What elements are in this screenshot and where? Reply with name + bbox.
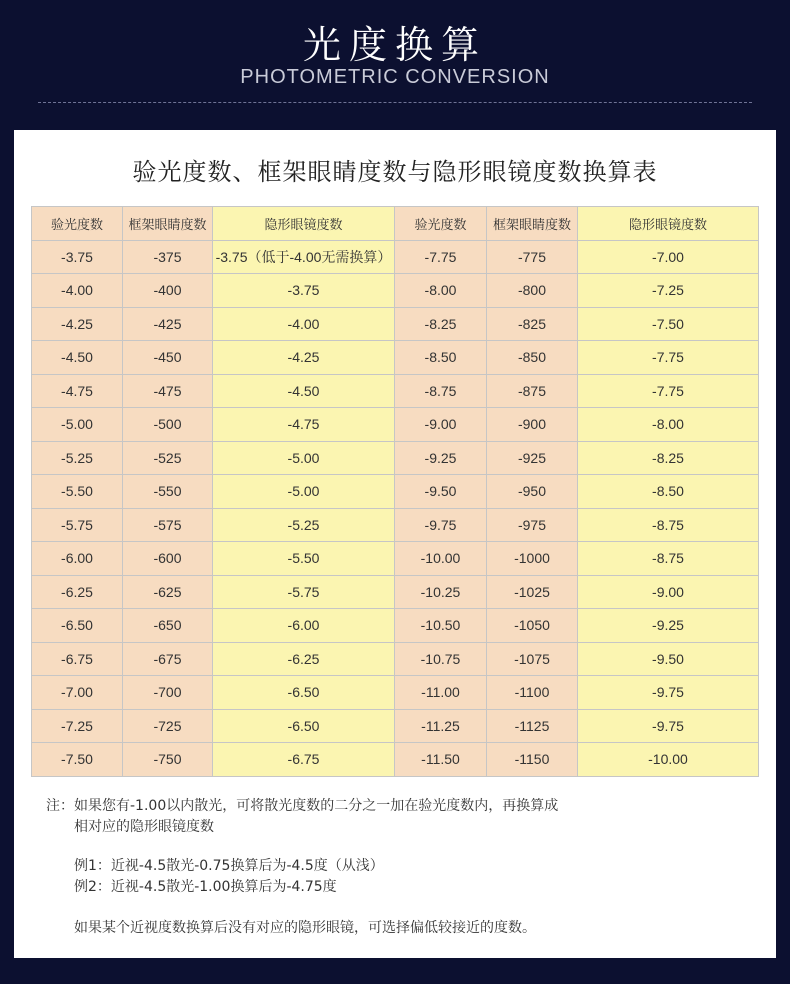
cell-refraction: -5.25 bbox=[32, 441, 123, 475]
note-line: 注：如果您有-1.00以内散光，可将散光度数的二分之一加在验光度数内，再换算成 bbox=[46, 798, 559, 814]
cell-frame: -700 bbox=[123, 676, 213, 710]
cell-contact: -4.25 bbox=[213, 341, 395, 375]
cell-refraction: -7.50 bbox=[32, 743, 123, 777]
cell-contact: -7.50 bbox=[578, 307, 759, 341]
cell-refraction: -10.75 bbox=[395, 642, 487, 676]
table-row bbox=[32, 240, 759, 274]
header-frame: 框架眼睛度数 bbox=[123, 207, 213, 241]
cell-contact: -9.50 bbox=[578, 642, 759, 676]
cell-contact: -8.25 bbox=[578, 441, 759, 475]
cell-refraction: -7.00 bbox=[32, 676, 123, 710]
cell-contact: -8.00 bbox=[578, 408, 759, 442]
cell-refraction: -5.50 bbox=[32, 475, 123, 509]
cell-refraction: -9.50 bbox=[395, 475, 487, 509]
page-title: 光度换算 bbox=[302, 23, 487, 67]
cell-contact: -4.75 bbox=[213, 408, 395, 442]
cell-contact: -10.00 bbox=[578, 743, 759, 777]
cell-frame: -1025 bbox=[487, 575, 578, 609]
cell-frame: -725 bbox=[123, 709, 213, 743]
table-row bbox=[32, 676, 759, 710]
header-contact: 隐形眼镜度数 bbox=[213, 207, 395, 241]
cell-frame: -750 bbox=[123, 743, 213, 777]
cell-frame: -500 bbox=[123, 408, 213, 442]
cell-refraction: -8.00 bbox=[395, 274, 487, 308]
cell-refraction: -9.00 bbox=[395, 408, 487, 442]
table-row bbox=[32, 408, 759, 442]
table-row bbox=[32, 508, 759, 542]
cell-frame: -925 bbox=[487, 441, 578, 475]
cell-contact: -5.75 bbox=[213, 575, 395, 609]
table-row bbox=[32, 341, 759, 375]
cell-contact: -8.50 bbox=[578, 475, 759, 509]
cell-refraction: -4.25 bbox=[32, 307, 123, 341]
cell-frame: -375 bbox=[123, 240, 213, 274]
cell-refraction: -3.75 bbox=[32, 240, 123, 274]
page-subtitle: PHOTOMETRIC CONVERSION bbox=[240, 66, 550, 88]
cell-contact: -4.50 bbox=[213, 374, 395, 408]
cell-contact: -9.25 bbox=[578, 609, 759, 643]
cell-contact: -7.75 bbox=[578, 341, 759, 375]
cell-contact: -3.75（低于-4.00无需换算） bbox=[213, 240, 395, 274]
header-contact: 隐形眼镜度数 bbox=[578, 207, 759, 241]
table-row bbox=[32, 307, 759, 341]
cell-refraction: -11.00 bbox=[395, 676, 487, 710]
cell-refraction: -10.25 bbox=[395, 575, 487, 609]
header-refraction: 验光度数 bbox=[32, 207, 123, 241]
cell-refraction: -8.25 bbox=[395, 307, 487, 341]
table-row bbox=[32, 709, 759, 743]
cell-frame: -400 bbox=[123, 274, 213, 308]
table-row bbox=[32, 609, 759, 643]
cell-contact: -9.75 bbox=[578, 676, 759, 710]
table-title: 验光度数、框架眼睛度数与隐形眼镜度数换算表 bbox=[132, 158, 658, 186]
cell-contact: -6.00 bbox=[213, 609, 395, 643]
cell-refraction: -7.25 bbox=[32, 709, 123, 743]
table-row bbox=[32, 542, 759, 576]
header-divider bbox=[38, 102, 752, 103]
cell-frame: -575 bbox=[123, 508, 213, 542]
header-frame: 框架眼睛度数 bbox=[487, 207, 578, 241]
cell-contact: -6.50 bbox=[213, 676, 395, 710]
page-header bbox=[0, 0, 790, 130]
table-header-row bbox=[32, 207, 759, 241]
cell-frame: -450 bbox=[123, 341, 213, 375]
table-row bbox=[32, 743, 759, 777]
cell-frame: -600 bbox=[123, 542, 213, 576]
cell-refraction: -7.75 bbox=[395, 240, 487, 274]
example-line: 例2：近视-4.5散光-1.00换算后为-4.75度 bbox=[74, 879, 337, 895]
cell-refraction: -8.75 bbox=[395, 374, 487, 408]
cell-frame: -675 bbox=[123, 642, 213, 676]
cell-refraction: -10.00 bbox=[395, 542, 487, 576]
cell-frame: -850 bbox=[487, 341, 578, 375]
cell-refraction: -6.00 bbox=[32, 542, 123, 576]
cell-frame: -800 bbox=[487, 274, 578, 308]
conversion-table bbox=[31, 206, 759, 777]
cell-frame: -1125 bbox=[487, 709, 578, 743]
conversion-card bbox=[14, 130, 776, 958]
cell-contact: -5.50 bbox=[213, 542, 395, 576]
cell-refraction: -9.25 bbox=[395, 441, 487, 475]
cell-frame: -650 bbox=[123, 609, 213, 643]
cell-frame: -775 bbox=[487, 240, 578, 274]
cell-frame: -550 bbox=[123, 475, 213, 509]
cell-refraction: -5.75 bbox=[32, 508, 123, 542]
cell-contact: -5.00 bbox=[213, 475, 395, 509]
cell-refraction: -6.50 bbox=[32, 609, 123, 643]
note-line: 相对应的隐形眼镜度数 bbox=[74, 819, 214, 835]
cell-contact: -7.00 bbox=[578, 240, 759, 274]
cell-refraction: -4.00 bbox=[32, 274, 123, 308]
cell-frame: -625 bbox=[123, 575, 213, 609]
cell-frame: -875 bbox=[487, 374, 578, 408]
header-refraction: 验光度数 bbox=[395, 207, 487, 241]
cell-contact: -4.00 bbox=[213, 307, 395, 341]
table-row bbox=[32, 374, 759, 408]
table-body bbox=[32, 240, 759, 776]
table-row bbox=[32, 274, 759, 308]
cell-refraction: -10.50 bbox=[395, 609, 487, 643]
cell-contact: -7.25 bbox=[578, 274, 759, 308]
cell-contact: -8.75 bbox=[578, 542, 759, 576]
cell-refraction: -5.00 bbox=[32, 408, 123, 442]
table-row bbox=[32, 441, 759, 475]
cell-frame: -900 bbox=[487, 408, 578, 442]
cell-contact: -9.75 bbox=[578, 709, 759, 743]
example-line: 例1：近视-4.5散光-0.75换算后为-4.5度（从浅） bbox=[74, 858, 384, 874]
cell-frame: -1100 bbox=[487, 676, 578, 710]
cell-frame: -1150 bbox=[487, 743, 578, 777]
cell-frame: -475 bbox=[123, 374, 213, 408]
cell-refraction: -4.75 bbox=[32, 374, 123, 408]
cell-contact: -9.00 bbox=[578, 575, 759, 609]
cell-frame: -975 bbox=[487, 508, 578, 542]
cell-frame: -525 bbox=[123, 441, 213, 475]
cell-frame: -425 bbox=[123, 307, 213, 341]
table-row bbox=[32, 642, 759, 676]
cell-contact: -3.75 bbox=[213, 274, 395, 308]
cell-refraction: -11.25 bbox=[395, 709, 487, 743]
cell-refraction: -9.75 bbox=[395, 508, 487, 542]
cell-refraction: -6.75 bbox=[32, 642, 123, 676]
notes-section bbox=[46, 796, 746, 939]
cell-frame: -1050 bbox=[487, 609, 578, 643]
cell-contact: -6.75 bbox=[213, 743, 395, 777]
cell-refraction: -4.50 bbox=[32, 341, 123, 375]
cell-frame: -825 bbox=[487, 307, 578, 341]
table-row bbox=[32, 475, 759, 509]
cell-refraction: -11.50 bbox=[395, 743, 487, 777]
cell-frame: -950 bbox=[487, 475, 578, 509]
cell-contact: -5.00 bbox=[213, 441, 395, 475]
cell-refraction: -8.50 bbox=[395, 341, 487, 375]
cell-contact: -6.50 bbox=[213, 709, 395, 743]
cell-contact: -5.25 bbox=[213, 508, 395, 542]
cell-frame: -1075 bbox=[487, 642, 578, 676]
cell-frame: -1000 bbox=[487, 542, 578, 576]
table-row bbox=[32, 575, 759, 609]
footer-note: 如果某个近视度数换算后没有对应的隐形眼镜，可选择偏低较接近的度数。 bbox=[74, 920, 536, 936]
cell-refraction: -6.25 bbox=[32, 575, 123, 609]
cell-contact: -7.75 bbox=[578, 374, 759, 408]
cell-contact: -6.25 bbox=[213, 642, 395, 676]
cell-contact: -8.75 bbox=[578, 508, 759, 542]
